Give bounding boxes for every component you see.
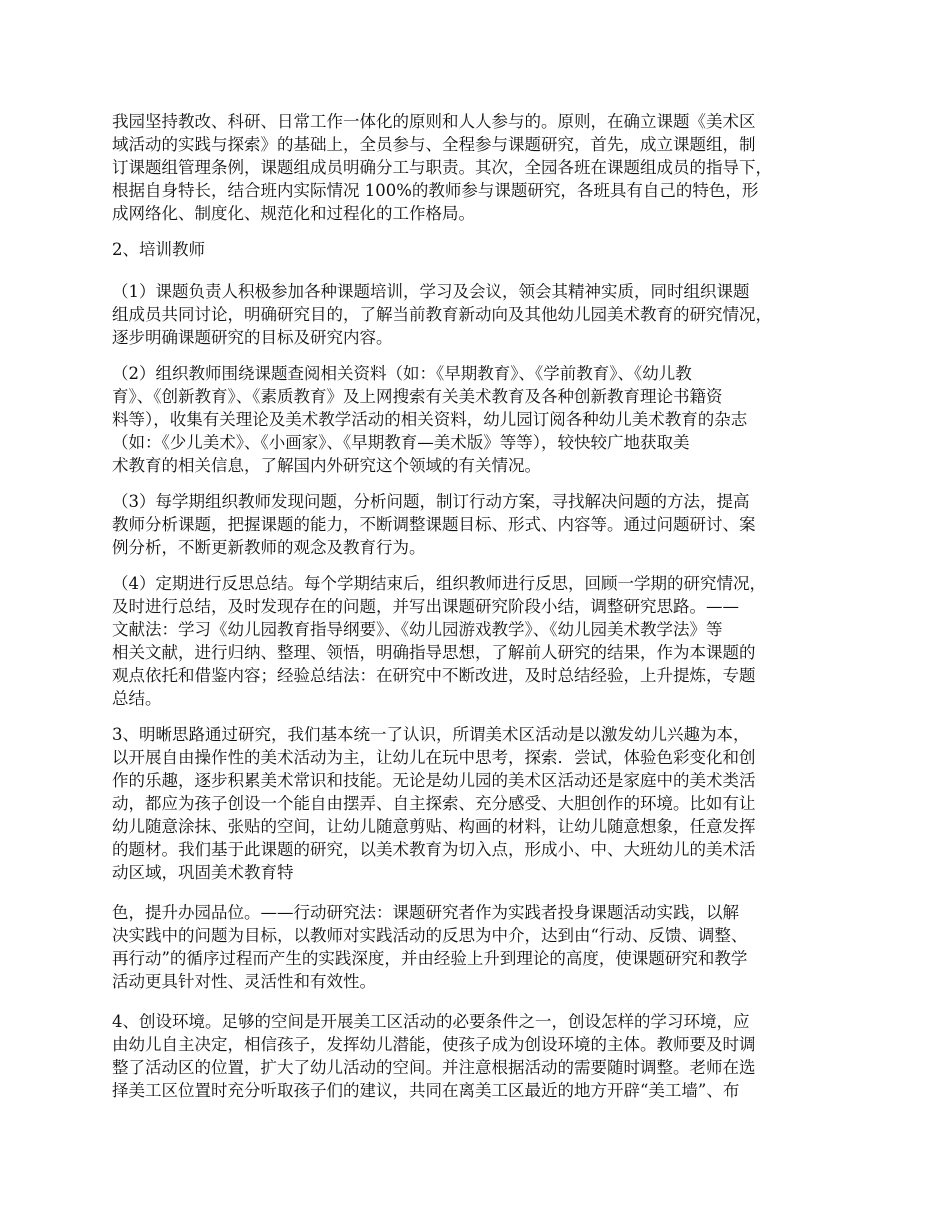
- text-line: 观点依托和借鉴内容；经验总结法：在研究中不断改进，及时总结经验，上升提炼，专题: [112, 666, 756, 685]
- paragraph-organization: [112, 110, 840, 225]
- text-line: 由幼儿自主决定，相信孩子，发挥幼儿潜能，使孩子成为创设环境的主体。教师要及时调: [112, 1035, 756, 1054]
- paragraph-action-research: [112, 901, 840, 993]
- text-line: 逐步明确课题研究的目标及研究内容。: [112, 328, 393, 347]
- paragraph-training-4: [112, 572, 840, 710]
- text-line: 育》、《创新教育》、《素质教育》及上网搜索有关美术教育及各种创新教育理论书籍资: [112, 387, 723, 406]
- text-line: 文献法：学习《幼儿园教育指导纲要》、《幼儿园游戏教学》、《幼儿园美术教学法》等: [112, 620, 723, 639]
- text-line: 料等），收集有关理论及美术教学活动的相关资料，幼儿园订阅各种幼儿美术教育的杂志: [112, 410, 748, 429]
- text-line: （1）课题负责人积极参加各种课题培训，学习及会议，领会其精神实质，同时组织课题: [112, 282, 750, 301]
- text-line: 相关文献，进行归纳、整理、领悟，明确指导思想，了解前人研究的结果，作为本课题的: [112, 643, 756, 662]
- text-line: （3）每学期组织教师发现问题，分析问题，制订行动方案，寻找解决问题的方法，提高: [112, 492, 750, 511]
- heading-line: 2、培训教师: [112, 240, 205, 259]
- text-line: 域活动的实践与探索》的基础上，全员参与、全程参与课题研究，首先，成立课题组，制: [112, 135, 756, 154]
- text-line: （2）组织教师围绕课题查阅相关资料（如：《早期教育》、《学前教育》、《幼儿教: [112, 364, 692, 383]
- text-line: 3、明晰思路通过研究，我们基本统一了认识，所谓美术区活动是以激发幼儿兴趣为本，: [112, 725, 750, 744]
- text-line: （4）定期进行反思总结。每个学期结束后，组织教师进行反思，回顾一学期的研究情况，: [112, 574, 766, 593]
- text-line: 再行动”的循序过程而产生的实践深度，并由经验上升到理论的高度，使课题研究和教学: [112, 949, 748, 968]
- text-line: 作的乐趣，逐步积累美术常识和技能。无论是幼儿园的美术区活动还是家庭中的美术类活: [112, 771, 756, 790]
- text-line: 决实践中的问题为目标，以教师对实践活动的反思为中介，达到由“行动、反馈、调整、: [112, 926, 748, 945]
- text-line: 术教育的相关信息，了解国内外研究这个领域的有关情况。: [112, 456, 541, 475]
- text-line: 动区域，巩固美术教育特: [112, 863, 294, 882]
- text-line: 择美工区位置时充分听取孩子们的建议，共同在离美工区最近的地方开辟“美工墙”、布: [112, 1081, 740, 1100]
- text-line: 动，都应为孩子创设一个能自由摆弄、自主探索、充分感受、大胆创作的环境。比如有让: [112, 794, 756, 813]
- text-line: 整了活动区的位置，扩大了幼儿活动的空间。并注意根据活动的需要随时调整。老师在选: [112, 1058, 756, 1077]
- paragraph-training-1: [112, 280, 840, 349]
- text-line: 教师分析课题，把握课题的能力，不断调整课题目标、形式、内容等。通过问题研讨、案: [112, 515, 756, 534]
- text-line: （如：《少儿美术》、《小画家》、《早期教育—美术版》等等），较快较广地获取美: [112, 433, 690, 452]
- text-line: 活动更具针对性、灵活性和有效性。: [112, 972, 376, 991]
- text-line: 幼儿随意涂抹、张贴的空间，让幼儿随意剪贴、构画的材料，让幼儿随意想象，任意发挥: [112, 817, 756, 836]
- text-line: 的题材。我们基于此课题的研究，以美术教育为切入点，形成小、中、大班幼儿的美术活: [112, 840, 756, 859]
- paragraph-clarify-ideas: [112, 723, 840, 884]
- text-line: 总结。: [112, 689, 162, 708]
- document-page: [112, 110, 840, 1102]
- text-line: 成网络化、制度化、规范化和过程化的工作格局。: [112, 204, 475, 223]
- text-line: 例分析，不断更新教师的观念及教育行为。: [112, 538, 426, 557]
- text-line: 4、创设环境。足够的空间是开展美工区活动的必要条件之一，创设怎样的学习环境，应: [112, 1012, 750, 1031]
- text-line: 组成员共同讨论，明确研究目的，了解当前教育新动向及其他幼儿园美术教育的研究情况，: [112, 305, 772, 324]
- paragraph-environment: [112, 1010, 840, 1102]
- text-line: 色，提升办园品位。——行动研究法：课题研究者作为实践者投身课题活动实践，以解: [112, 903, 739, 922]
- text-line: 我园坚持教改、科研、日常工作一体化的原则和人人参与的。原则，在确立课题《美术区: [112, 112, 756, 131]
- section-heading-training: [112, 238, 840, 261]
- paragraph-training-2: [112, 362, 840, 477]
- text-line: 订课题组管理条例，课题组成员明确分工与职责。其次，全园各班在课题组成员的指导下，: [112, 158, 772, 177]
- text-line: 根据自身特长，结合班内实际情况 100%的教师参与课题研究，各班具有自己的特色，形: [112, 181, 759, 200]
- text-line: 以开展自由操作性的美术活动为主，让幼儿在玩中思考，探索．尝试，体验色彩变化和创: [112, 748, 756, 767]
- text-line: 及时进行总结，及时发现存在的问题，并写出课题研究阶段小结，调整研究思路。——: [112, 597, 739, 616]
- paragraph-training-3: [112, 490, 840, 559]
